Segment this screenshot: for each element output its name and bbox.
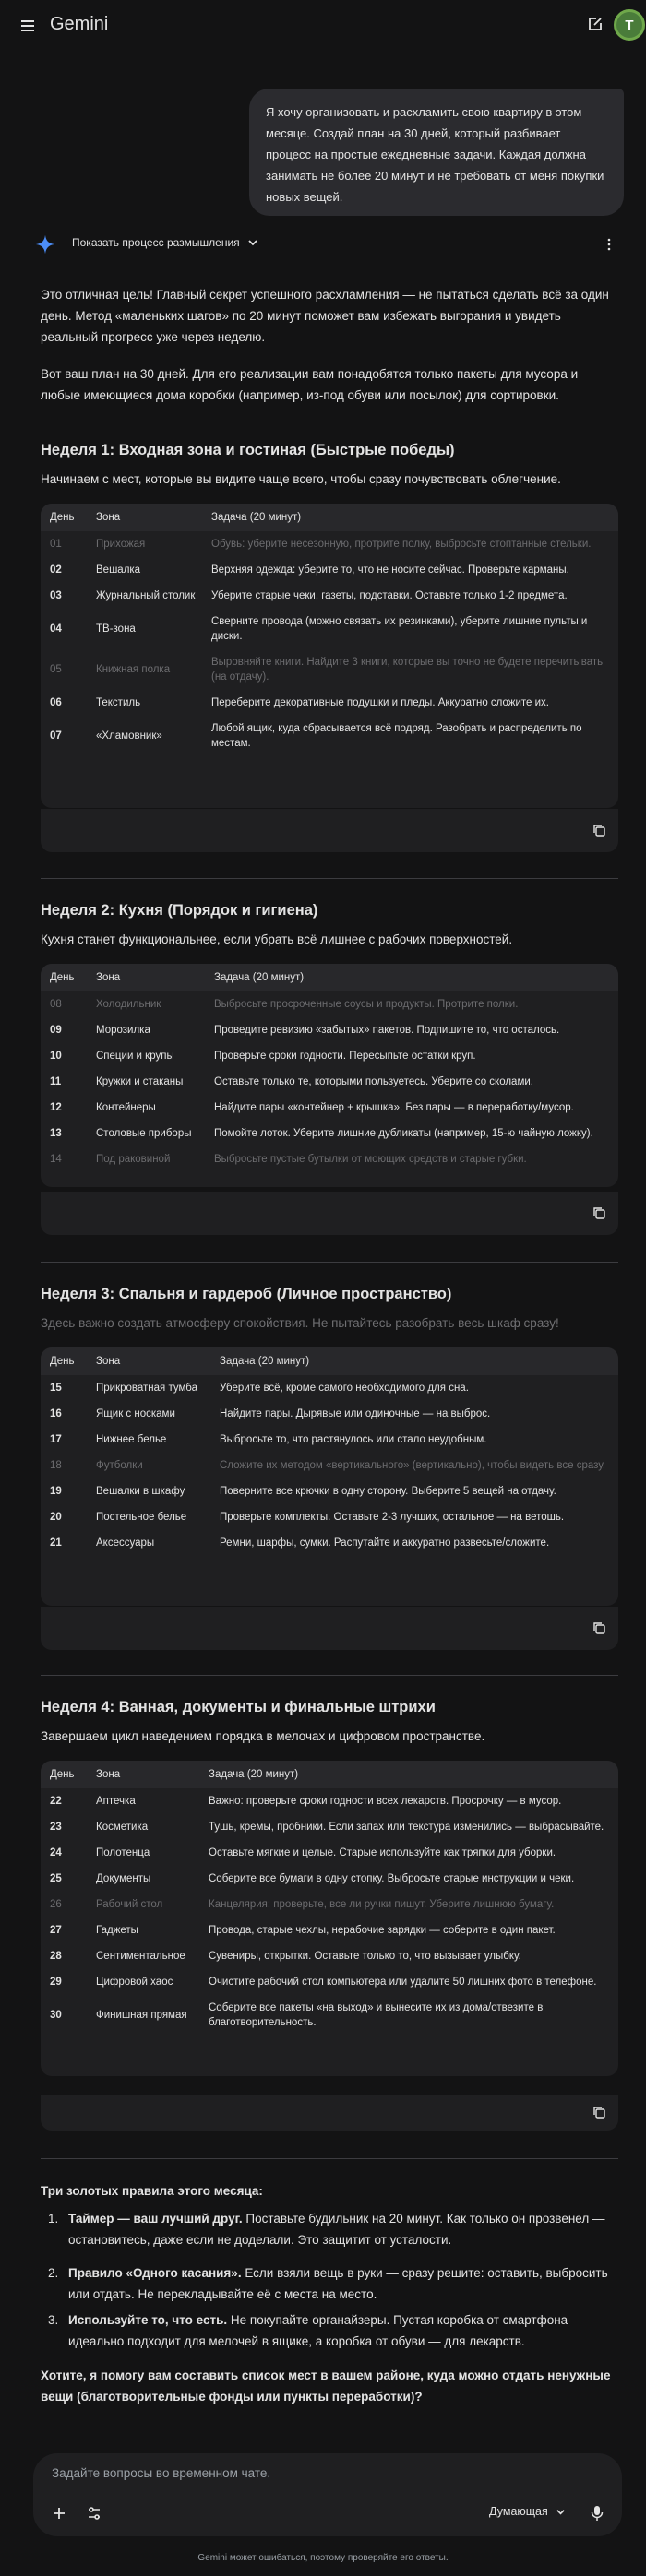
rule-text: Если взяли вещь в руки — сразу решите: оставить, выбросить или отдать. Не перекладывайте её с места на место. bbox=[68, 2266, 608, 2301]
task-cell: Обувь: уберите несезонную, протрите полку, выбросьте стоптанные стельки. bbox=[211, 539, 592, 550]
week-4-title: Неделя 4: Ванная, документы и финальные штрихи bbox=[41, 1699, 436, 1715]
table-row bbox=[41, 1866, 618, 1892]
top-bar bbox=[0, 0, 646, 52]
day-cell: 05 bbox=[50, 664, 62, 675]
rule-bold: Используйте то, что есть. bbox=[68, 2313, 228, 2327]
day-cell: 21 bbox=[50, 1537, 62, 1549]
prompt-input-box[interactable] bbox=[33, 2453, 622, 2536]
week-3-subtitle: Здесь важно создать атмосферу спокойствия. Не пытайтесь разобрать весь шкаф сразу! bbox=[41, 1316, 559, 1330]
tools-icon[interactable] bbox=[87, 2506, 102, 2521]
rule-item bbox=[41, 2309, 618, 2352]
zone-cell: Столовые приборы bbox=[96, 1128, 192, 1139]
task-cell: Очистите рабочий стол компьютера или удалите 50 лишних фото в телефоне. bbox=[209, 1977, 597, 1988]
table-row bbox=[41, 1969, 618, 1995]
avatar[interactable]: T bbox=[614, 9, 645, 41]
zone-cell: Ящик с носками bbox=[96, 1408, 175, 1419]
copy-icon[interactable] bbox=[592, 824, 605, 837]
table-row bbox=[41, 1043, 618, 1069]
copy-icon[interactable] bbox=[592, 1206, 605, 1219]
rule-bold: Таймер — ваш лучший друг. bbox=[68, 2212, 243, 2226]
day-cell: 10 bbox=[50, 1051, 62, 1062]
zone-cell: Морозилка bbox=[96, 1025, 150, 1036]
day-cell: 12 bbox=[50, 1102, 62, 1113]
gemini-spark-icon bbox=[35, 234, 55, 255]
task-cell: Уберите всё, кроме самого необходимого для сна. bbox=[220, 1383, 469, 1394]
table-row bbox=[41, 1943, 618, 1969]
rule-text: Поставьте будильник на 20 минут. Как только он прозвенел — остановитесь, даже если не доделали. Это защитит от усталости. bbox=[68, 2212, 605, 2247]
day-cell: 09 bbox=[50, 1025, 62, 1036]
table-row bbox=[41, 649, 618, 690]
task-cell: Сувениры, открытки. Оставьте только то, что вызывает улыбку. bbox=[209, 1951, 521, 1962]
day-cell: 22 bbox=[50, 1796, 62, 1807]
zone-cell: Документы bbox=[96, 1873, 151, 1884]
day-cell: 06 bbox=[50, 697, 62, 708]
col-header-zone: Зона bbox=[87, 504, 202, 531]
table-row bbox=[41, 1478, 618, 1504]
zone-cell: ТВ-зона bbox=[96, 623, 136, 635]
zone-cell: Сентиментальное bbox=[96, 1951, 185, 1962]
rule-text: Не покупайте органайзеры. Пустая коробка от смартфона идеально подходит для мелочей в ящике, а коробка от обуви — для лекарств. bbox=[68, 2313, 568, 2348]
col-header-zone: Зона bbox=[87, 1347, 210, 1375]
closing-question: Хотите, я помогу вам составить список мест в вашем районе, куда можно отдать ненужные вещи (благотворительные фонды или пункты переработки)? bbox=[41, 2368, 611, 2404]
zone-cell: Книжная полка bbox=[96, 664, 171, 675]
show-thinking-button[interactable] bbox=[72, 236, 258, 249]
day-cell: 26 bbox=[50, 1899, 62, 1910]
zone-cell: Специи и крупы bbox=[96, 1051, 174, 1062]
week-4-table bbox=[41, 1761, 618, 2076]
zone-cell: Рабочий стол bbox=[96, 1899, 163, 1910]
day-cell: 24 bbox=[50, 1847, 62, 1858]
zone-cell: Финишная прямая bbox=[96, 2010, 187, 2021]
col-header-day: День bbox=[41, 504, 87, 531]
table-row bbox=[41, 1427, 618, 1453]
task-cell: Соберите все бумаги в одну стопку. Выбросьте старые инструкции и чеки. bbox=[209, 1873, 575, 1884]
col-header-day: День bbox=[41, 1761, 87, 1788]
zone-cell: Гаджеты bbox=[96, 1925, 138, 1936]
table-row bbox=[41, 1017, 618, 1043]
new-chat-icon[interactable] bbox=[586, 15, 604, 33]
day-cell: 08 bbox=[50, 999, 62, 1010]
table-row bbox=[41, 1530, 618, 1556]
zone-cell: Текстиль bbox=[96, 697, 141, 708]
more-options-icon[interactable] bbox=[604, 238, 615, 251]
zone-cell: Вешалки в шкафу bbox=[96, 1486, 185, 1497]
table-row bbox=[41, 716, 618, 756]
zone-cell: Косметика bbox=[96, 1822, 149, 1833]
task-cell: Сложите их методом «вертикального» (вертикально), чтобы видеть все сразу. bbox=[220, 1460, 606, 1471]
zone-cell: Цифровой хаос bbox=[96, 1977, 173, 1988]
zone-cell: Кружки и стаканы bbox=[96, 1076, 184, 1087]
zone-cell: Нижнее белье bbox=[96, 1434, 167, 1445]
task-cell: Проверьте сроки годности. Пересыпьте остатки круп. bbox=[214, 1051, 476, 1062]
task-cell: Тушь, кремы, пробники. Если запах или текстура изменились — выбрасывайте. bbox=[209, 1822, 604, 1833]
day-cell: 30 bbox=[50, 2010, 62, 2021]
divider bbox=[41, 878, 618, 879]
task-cell: Помойте лоток. Уберите лишние дубликаты (например, 15-ю чайную ложку). bbox=[214, 1128, 593, 1139]
task-cell: Переберите декоративные подушки и пледы. Аккуратно сложите их. bbox=[211, 697, 550, 708]
table-row bbox=[41, 1892, 618, 1917]
day-cell: 16 bbox=[50, 1408, 62, 1419]
day-cell: 14 bbox=[50, 1154, 62, 1165]
day-cell: 01 bbox=[50, 539, 62, 550]
day-cell: 18 bbox=[50, 1460, 62, 1471]
task-cell: Поверните все крючки в одну сторону. Выберите 5 вещей на отдачу. bbox=[220, 1486, 556, 1497]
model-mode-label: Думающая bbox=[489, 2505, 548, 2518]
table-row bbox=[41, 557, 618, 583]
task-cell: Выровняйте книги. Найдите 3 книги, которые вы точно не будете перечитывать (на отдачу). bbox=[211, 657, 604, 683]
table-row bbox=[41, 1069, 618, 1095]
table-row bbox=[41, 1095, 618, 1121]
show-thinking-label: Показать процесс размышления bbox=[72, 236, 240, 249]
table-row bbox=[41, 1146, 618, 1172]
table-row bbox=[41, 1375, 618, 1401]
day-cell: 13 bbox=[50, 1128, 62, 1139]
zone-cell: Холодильник bbox=[96, 999, 162, 1010]
task-cell: Проведите ревизию «забытых» пакетов. Подпишите то, что осталось. bbox=[214, 1025, 560, 1036]
task-cell: Верхняя одежда: уберите то, что не носите сейчас. Проверьте карманы. bbox=[211, 564, 569, 576]
zone-cell: Полотенца bbox=[96, 1847, 150, 1858]
table-row bbox=[41, 1814, 618, 1840]
rule-item bbox=[41, 2262, 618, 2305]
table-row bbox=[41, 1917, 618, 1943]
table-row bbox=[41, 991, 618, 1017]
task-cell: Проверьте комплекты. Оставьте 2-3 лучших, остальное — на ветошь. bbox=[220, 1512, 565, 1523]
table-row bbox=[41, 1121, 618, 1146]
week-1-subtitle: Начинаем с мест, которые вы видите чаще всего, чтобы сразу почувствовать облегчение. bbox=[41, 472, 561, 486]
microphone-icon[interactable] bbox=[591, 2505, 604, 2522]
app-title: Gemini bbox=[50, 14, 109, 34]
week-3-table bbox=[41, 1347, 618, 1606]
rule-number: 2. bbox=[48, 2266, 59, 2280]
week-3-title: Неделя 3: Спальня и гардероб (Личное пространство) bbox=[41, 1286, 452, 1302]
col-header-day: День bbox=[41, 964, 87, 991]
col-header-task: Задача (20 минут) bbox=[205, 964, 618, 991]
zone-cell: Под раковиной bbox=[96, 1154, 171, 1165]
plus-icon[interactable] bbox=[52, 2506, 66, 2521]
col-header-zone: Зона bbox=[87, 1761, 199, 1788]
task-cell: Выбросьте просроченные соусы и продукты. Протрите полки. bbox=[214, 999, 519, 1010]
task-cell: Найдите пары. Дырявые или одиночные — на выброс. bbox=[220, 1408, 491, 1419]
col-header-day: День bbox=[41, 1347, 87, 1375]
task-cell: Оставьте мягкие и целые. Старые используйте как тряпки для уборки. bbox=[209, 1847, 556, 1858]
week-2-table bbox=[41, 964, 618, 1187]
zone-cell: Постельное белье bbox=[96, 1512, 187, 1523]
menu-icon[interactable] bbox=[18, 17, 37, 35]
rules-title: Три золотых правила этого месяца: bbox=[41, 2184, 263, 2198]
model-mode-button[interactable] bbox=[489, 2505, 566, 2518]
week-1-table bbox=[41, 504, 618, 808]
copy-icon[interactable] bbox=[592, 2106, 605, 2119]
table-row bbox=[41, 1401, 618, 1427]
table-row bbox=[41, 609, 618, 649]
day-cell: 20 bbox=[50, 1512, 62, 1523]
day-cell: 04 bbox=[50, 623, 62, 635]
prompt-input-placeholder[interactable]: Задайте вопросы во временном чате. bbox=[52, 2466, 271, 2480]
table-row bbox=[41, 531, 618, 557]
day-cell: 17 bbox=[50, 1434, 62, 1445]
rule-number: 3. bbox=[48, 2313, 59, 2327]
week-2-subtitle: Кухня станет функциональнее, если убрать всё лишнее с рабочих поверхностей. bbox=[41, 932, 513, 946]
intro-paragraph-1: Это отличная цель! Главный секрет успешного расхламления — не пытаться сделать всё за один день. Метод «маленьких шагов» по 20 минут поможет вам избежать выгорания и увидеть реальный прогресс уже через неделю. bbox=[41, 288, 609, 344]
table-footer bbox=[41, 808, 618, 852]
table-row bbox=[41, 1995, 618, 2036]
zone-cell: Аксессуары bbox=[96, 1537, 155, 1549]
week-1-title: Неделя 1: Входная зона и гостиная (Быстрые победы) bbox=[41, 442, 455, 458]
day-cell: 19 bbox=[50, 1486, 62, 1497]
task-cell: Выбросьте то, что растянулось или стало неудобным. bbox=[220, 1434, 487, 1445]
zone-cell: Контейнеры bbox=[96, 1102, 156, 1113]
rule-bold: Правило «Одного касания». bbox=[68, 2266, 242, 2280]
day-cell: 07 bbox=[50, 730, 62, 742]
day-cell: 29 bbox=[50, 1977, 62, 1988]
table-row bbox=[41, 1788, 618, 1814]
table-footer bbox=[41, 1606, 618, 1650]
task-cell: Важно: проверьте сроки годности всех лекарств. Просрочку — в мусор. bbox=[209, 1796, 562, 1807]
col-header-task: Задача (20 минут) bbox=[210, 1347, 618, 1375]
day-cell: 15 bbox=[50, 1383, 62, 1394]
table-row bbox=[41, 1840, 618, 1866]
table-row bbox=[41, 1504, 618, 1530]
col-header-task: Задача (20 минут) bbox=[199, 1761, 618, 1788]
zone-cell: Прихожая bbox=[96, 539, 146, 550]
disclaimer: Gemini может ошибаться, поэтому проверяйте его ответы. bbox=[197, 2553, 449, 2563]
task-cell: Соберите все пакеты «на выход» и вынесите их из дома/отвезите в благотворительность. bbox=[209, 2002, 544, 2028]
task-cell: Выбросьте пустые бутылки от моющих средств и старые губки. bbox=[214, 1154, 527, 1165]
divider bbox=[41, 1675, 618, 1676]
day-cell: 11 bbox=[50, 1076, 62, 1087]
chevron-down-icon bbox=[556, 2507, 566, 2517]
day-cell: 27 bbox=[50, 1925, 62, 1936]
rule-item bbox=[41, 2208, 618, 2250]
task-cell: Ремни, шарфы, сумки. Распутайте и аккуратно развесьте/сложите. bbox=[220, 1537, 550, 1549]
table-row bbox=[41, 690, 618, 716]
zone-cell: «Хламовник» bbox=[96, 730, 162, 742]
task-cell: Сверните провода (можно связать их резинками), уберите лишние пульты и диски. bbox=[211, 616, 588, 642]
day-cell: 02 bbox=[50, 564, 62, 576]
rule-number: 1. bbox=[48, 2212, 59, 2226]
chevron-down-icon bbox=[247, 237, 258, 248]
task-cell: Оставьте только те, которыми пользуетесь. Уберите со сколами. bbox=[214, 1076, 533, 1087]
zone-cell: Журнальный столик bbox=[96, 590, 196, 601]
day-cell: 28 bbox=[50, 1951, 62, 1962]
zone-cell: Футболки bbox=[96, 1460, 143, 1471]
divider bbox=[41, 2158, 618, 2159]
task-cell: Канцелярия: проверьте, все ли ручки пишут. Уберите лишнюю бумагу. bbox=[209, 1899, 555, 1910]
copy-icon[interactable] bbox=[592, 1621, 605, 1634]
table-footer bbox=[41, 2094, 618, 2131]
day-cell: 03 bbox=[50, 590, 62, 601]
col-header-task: Задача (20 минут) bbox=[202, 504, 618, 531]
zone-cell: Прикроватная тумба bbox=[96, 1383, 197, 1394]
divider bbox=[41, 1262, 618, 1263]
task-cell: Провода, старые чехлы, нерабочие зарядки — соберите в один пакет. bbox=[209, 1925, 556, 1936]
week-4-subtitle: Завершаем цикл наведением порядка в мелочах и цифровом пространстве. bbox=[41, 1729, 485, 1743]
zone-cell: Аптечка bbox=[96, 1796, 136, 1807]
task-cell: Найдите пары «контейнер + крышка». Без пары — в переработку/мусор. bbox=[214, 1102, 574, 1113]
col-header-zone: Зона bbox=[87, 964, 205, 991]
task-cell: Уберите старые чеки, газеты, подставки. Оставьте только 1-2 предмета. bbox=[211, 590, 568, 601]
day-cell: 25 bbox=[50, 1873, 62, 1884]
user-message: Я хочу организовать и расхламить свою квартиру в этом месяце. Создай план на 30 дней, который разбивает процесс на простые ежедневные задачи. Каждая должна занимать не более 20 минут и не требовать от меня покупки новых вещей. bbox=[249, 89, 624, 216]
table-row bbox=[41, 583, 618, 609]
intro-paragraph-2: Вот ваш план на 30 дней. Для его реализации вам понадобятся только пакеты для мусора и любые имеющиеся дома коробки (например, из-под обуви или посылок) для сортировки. bbox=[41, 367, 579, 402]
week-2-title: Неделя 2: Кухня (Порядок и гигиена) bbox=[41, 902, 318, 919]
table-footer bbox=[41, 1191, 618, 1235]
table-row bbox=[41, 1453, 618, 1478]
day-cell: 23 bbox=[50, 1822, 62, 1833]
zone-cell: Вешалка bbox=[96, 564, 141, 576]
task-cell: Любой ящик, куда сбрасывается всё подряд. Разобрать и распределить по местам. bbox=[211, 723, 582, 749]
